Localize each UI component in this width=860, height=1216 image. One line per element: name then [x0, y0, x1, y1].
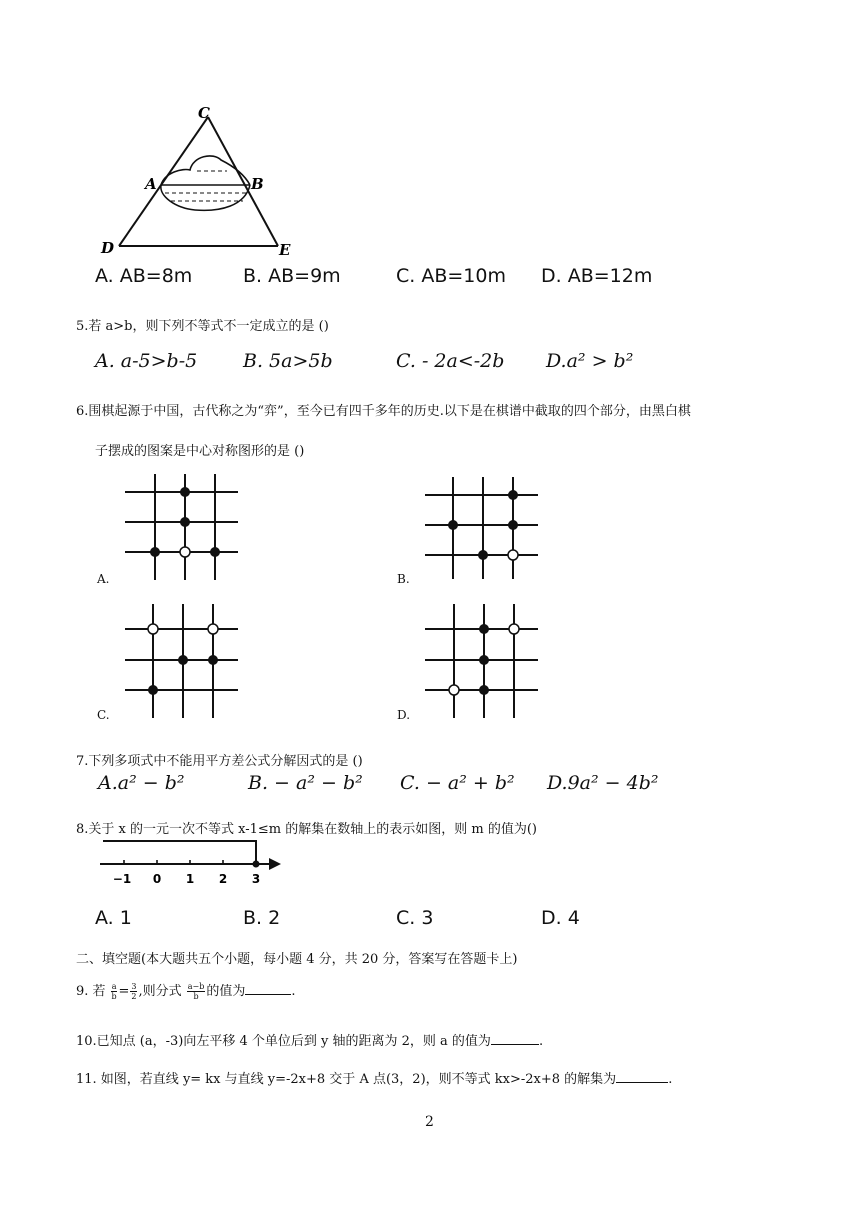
q7-option-b: B. − a² − b² [248, 772, 363, 794]
q6-stem-line1: 6.围棋起源于中国，古代称之为“弈”，至今已有四千多年的历史.以下是在棋谱中截取的四个部分，由黑白棋 [76, 404, 691, 419]
q9-answer-blank[interactable] [245, 984, 291, 995]
q8-stem: 8.关于 x 的一元一次不等式 x-1≤m 的解集在数轴上的表示如图，则 m 的值为() [76, 822, 537, 837]
label-c: C [198, 104, 210, 122]
q5-option-c: C. - 2a<-2b [396, 350, 505, 372]
tick-label-0: 0 [152, 872, 162, 886]
q6-option-c-label: C. [97, 708, 110, 722]
tick-label-2: 2 [218, 872, 228, 886]
q5-option-d: D.a² > b² [546, 350, 634, 372]
q4-option-d: D. AB=12m [541, 265, 653, 287]
q9-fraction-3-over-2: $\frac{3}{2}$ [131, 982, 137, 1001]
q9-fraction-a-over-b: $\frac{a}{b}$ [111, 982, 117, 1001]
q10-answer-blank[interactable] [491, 1034, 539, 1045]
q8-option-b: B. 2 [243, 907, 281, 929]
go-pattern-c [120, 600, 245, 720]
q9-fraction-expr: $\frac{a-b}{b}$ [187, 982, 205, 1001]
number-line [95, 835, 285, 885]
label-b: B [251, 175, 264, 193]
q6-option-d-label: D. [397, 708, 411, 722]
tick-label-neg1: −1 [112, 872, 132, 886]
q8-option-c: C. 3 [396, 907, 434, 929]
q11-text: 11. 如图，若直线 y= kx 与直线 y=-2x+8 交于 A 点(3，2)，则不等式 kx>-2x+8 的解集为 . [76, 1072, 673, 1087]
q4-option-c: C. AB=10m [396, 265, 506, 287]
q8-option-d: D. 4 [541, 907, 580, 929]
label-a: A [145, 175, 157, 193]
q10-text: 10.已知点 (a，-3)向左平移 4 个单位后到 y 轴的距离为 2，则 a 的值为 . [76, 1034, 544, 1049]
q5-stem: 5.若 a>b，则下列不等式不一定成立的是 () [76, 319, 329, 334]
q6-option-a-label: A. [97, 572, 110, 586]
q4-option-b: B. AB=9m [243, 265, 341, 287]
go-pattern-d [420, 600, 545, 720]
q7-option-a: A.a² − b² [98, 772, 185, 794]
q6-option-b-label: B. [397, 572, 410, 586]
q6-stem-line2: 子摆成的图案是中心对称图形的是 () [95, 444, 305, 459]
triangle-figure [95, 100, 315, 260]
tick-label-1: 1 [185, 872, 195, 886]
label-e: E [279, 241, 291, 259]
page-number: 2 [425, 1114, 434, 1130]
q7-option-c: C. − a² + b² [400, 772, 515, 794]
q5-option-b: B. 5a>5b [243, 350, 333, 372]
q7-option-d: D.9a² − 4b² [547, 772, 659, 794]
q8-option-a: A. 1 [95, 907, 132, 929]
go-pattern-b [420, 473, 545, 588]
q4-option-a: A. AB=8m [95, 265, 193, 287]
section-title: 二、填空题(本大题共五个小题，每小题 4 分，共 20 分，答案写在答题卡上) [76, 952, 518, 967]
go-pattern-a [120, 470, 245, 590]
label-d: D [101, 239, 115, 257]
q7-stem: 7.下列多项式中不能用平方差公式分解因式的是 () [76, 754, 363, 769]
q9-text: 9. 若 $\frac{a}{b}$ = $\frac{3}{2}$ ,则分式 $\frac{a-b}{b}$ 的值为 . [76, 982, 296, 1001]
q11-answer-blank[interactable] [616, 1072, 668, 1083]
q5-option-a: A. a-5>b-5 [95, 350, 198, 372]
tick-label-3: 3 [251, 872, 261, 886]
